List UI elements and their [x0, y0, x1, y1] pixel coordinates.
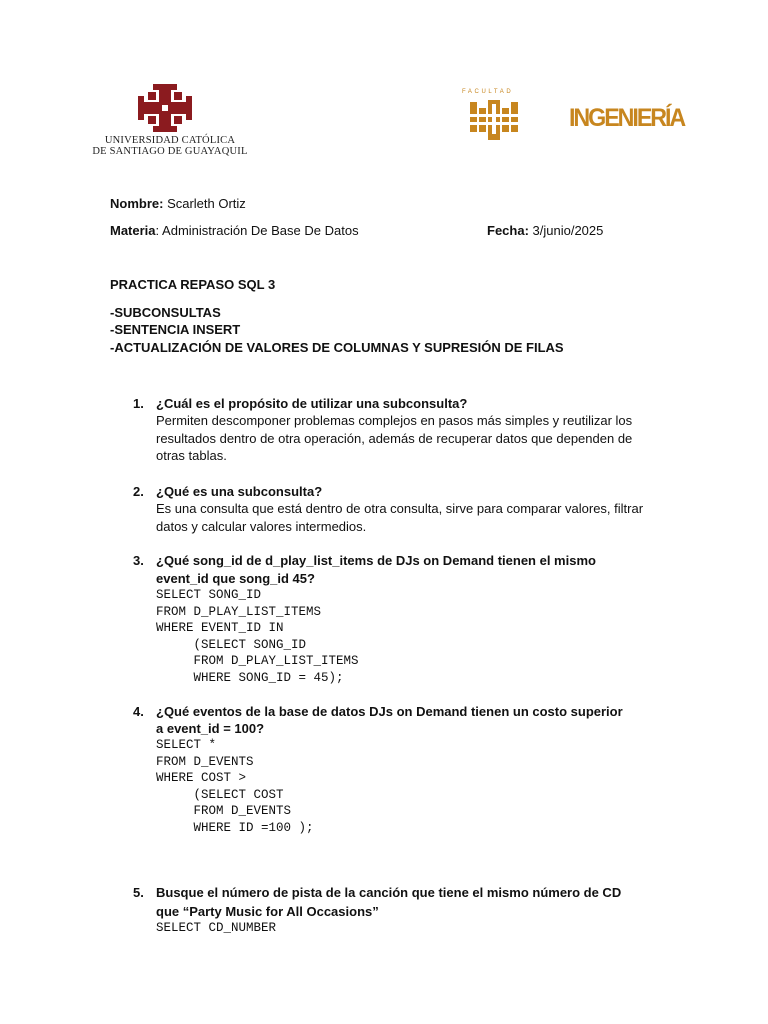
question-3-line2: event_id que song_id 45?	[156, 571, 315, 586]
answer-1-line2: resultados dentro de otra operación, además de recuperar datos que dependen de	[156, 430, 633, 446]
name-value: Scarleth Ortiz	[163, 196, 246, 211]
topic-update-delete: -ACTUALIZACIÓN DE VALORES DE COLUMNAS Y SUPRESIÓN DE FILAS	[110, 340, 564, 355]
question-1-text: ¿Cuál es el propósito de utilizar una subconsulta?	[156, 396, 468, 411]
faculty-label: FACULTAD	[462, 89, 514, 95]
subject-row	[110, 222, 359, 239]
code-block-3: SELECT SONG_ID FROM D_PLAY_LIST_ITEMS WHERE EVENT_ID IN (SELECT SONG_ID FROM D_PLAY_LIST_ITEMS WHERE SONG_ID = 45);	[156, 588, 359, 685]
question-2-number: 2.	[133, 484, 144, 499]
student-name-row	[110, 195, 246, 212]
answer-2-line2: datos y calcular valores intermedios.	[156, 518, 367, 534]
subject-value: : Administración De Base De Datos	[155, 223, 359, 238]
answer-1-line1: Permiten descomponer problemas complejos en pasos más simples y reutilizar los	[156, 413, 633, 428]
topic-subconsultas: -SUBCONSULTAS	[110, 305, 221, 320]
question-4-line1: ¿Qué eventos de la base de datos DJs on Demand tienen un costo superior	[156, 704, 623, 719]
university-name-line2: DE SANTIAGO DE GUAYAQUIL	[92, 145, 248, 157]
question-3-number: 3.	[133, 553, 144, 568]
subject-label: Materia	[110, 223, 156, 238]
practice-title: PRACTICA REPASO SQL 3	[110, 277, 276, 292]
code-block-5: SELECT CD_NUMBER	[156, 921, 277, 935]
question-4-number: 4.	[133, 704, 144, 719]
answer-1-line3: otras tablas.	[156, 448, 227, 463]
date-label: Fecha:	[487, 223, 529, 238]
faculty-name: INGENIERÍA	[569, 104, 685, 132]
university-name-line1: UNIVERSIDAD CATÓLICA	[104, 135, 236, 146]
question-5-number: 5.	[133, 885, 144, 900]
date-row	[487, 222, 603, 239]
question-5-line2: que “Party Music for All Occasions”	[156, 904, 379, 919]
question-1-number: 1.	[133, 396, 144, 411]
code-block-4: SELECT * FROM D_EVENTS WHERE COST > (SELECT COST FROM D_EVENTS WHERE ID =100 );	[156, 738, 314, 835]
answer-2-line1: Es una consulta que está dentro de otra consulta, sirve para comparar valores, filtrar	[156, 501, 644, 516]
question-4-line2: a event_id = 100?	[156, 721, 265, 736]
name-label: Nombre:	[110, 196, 164, 211]
topic-insert: -SENTENCIA INSERT	[110, 322, 241, 337]
question-5-line1: Busque el número de pista de la canción que tiene el mismo número de CD	[156, 885, 622, 900]
faculty-logo	[470, 100, 518, 140]
question-3-line1: ¿Qué song_id de d_play_list_items de DJs on Demand tienen el mismo	[156, 553, 596, 568]
question-2-text: ¿Qué es una subconsulta?	[156, 484, 323, 499]
university-name	[85, 136, 255, 157]
date-value: 3/junio/2025	[528, 223, 604, 238]
